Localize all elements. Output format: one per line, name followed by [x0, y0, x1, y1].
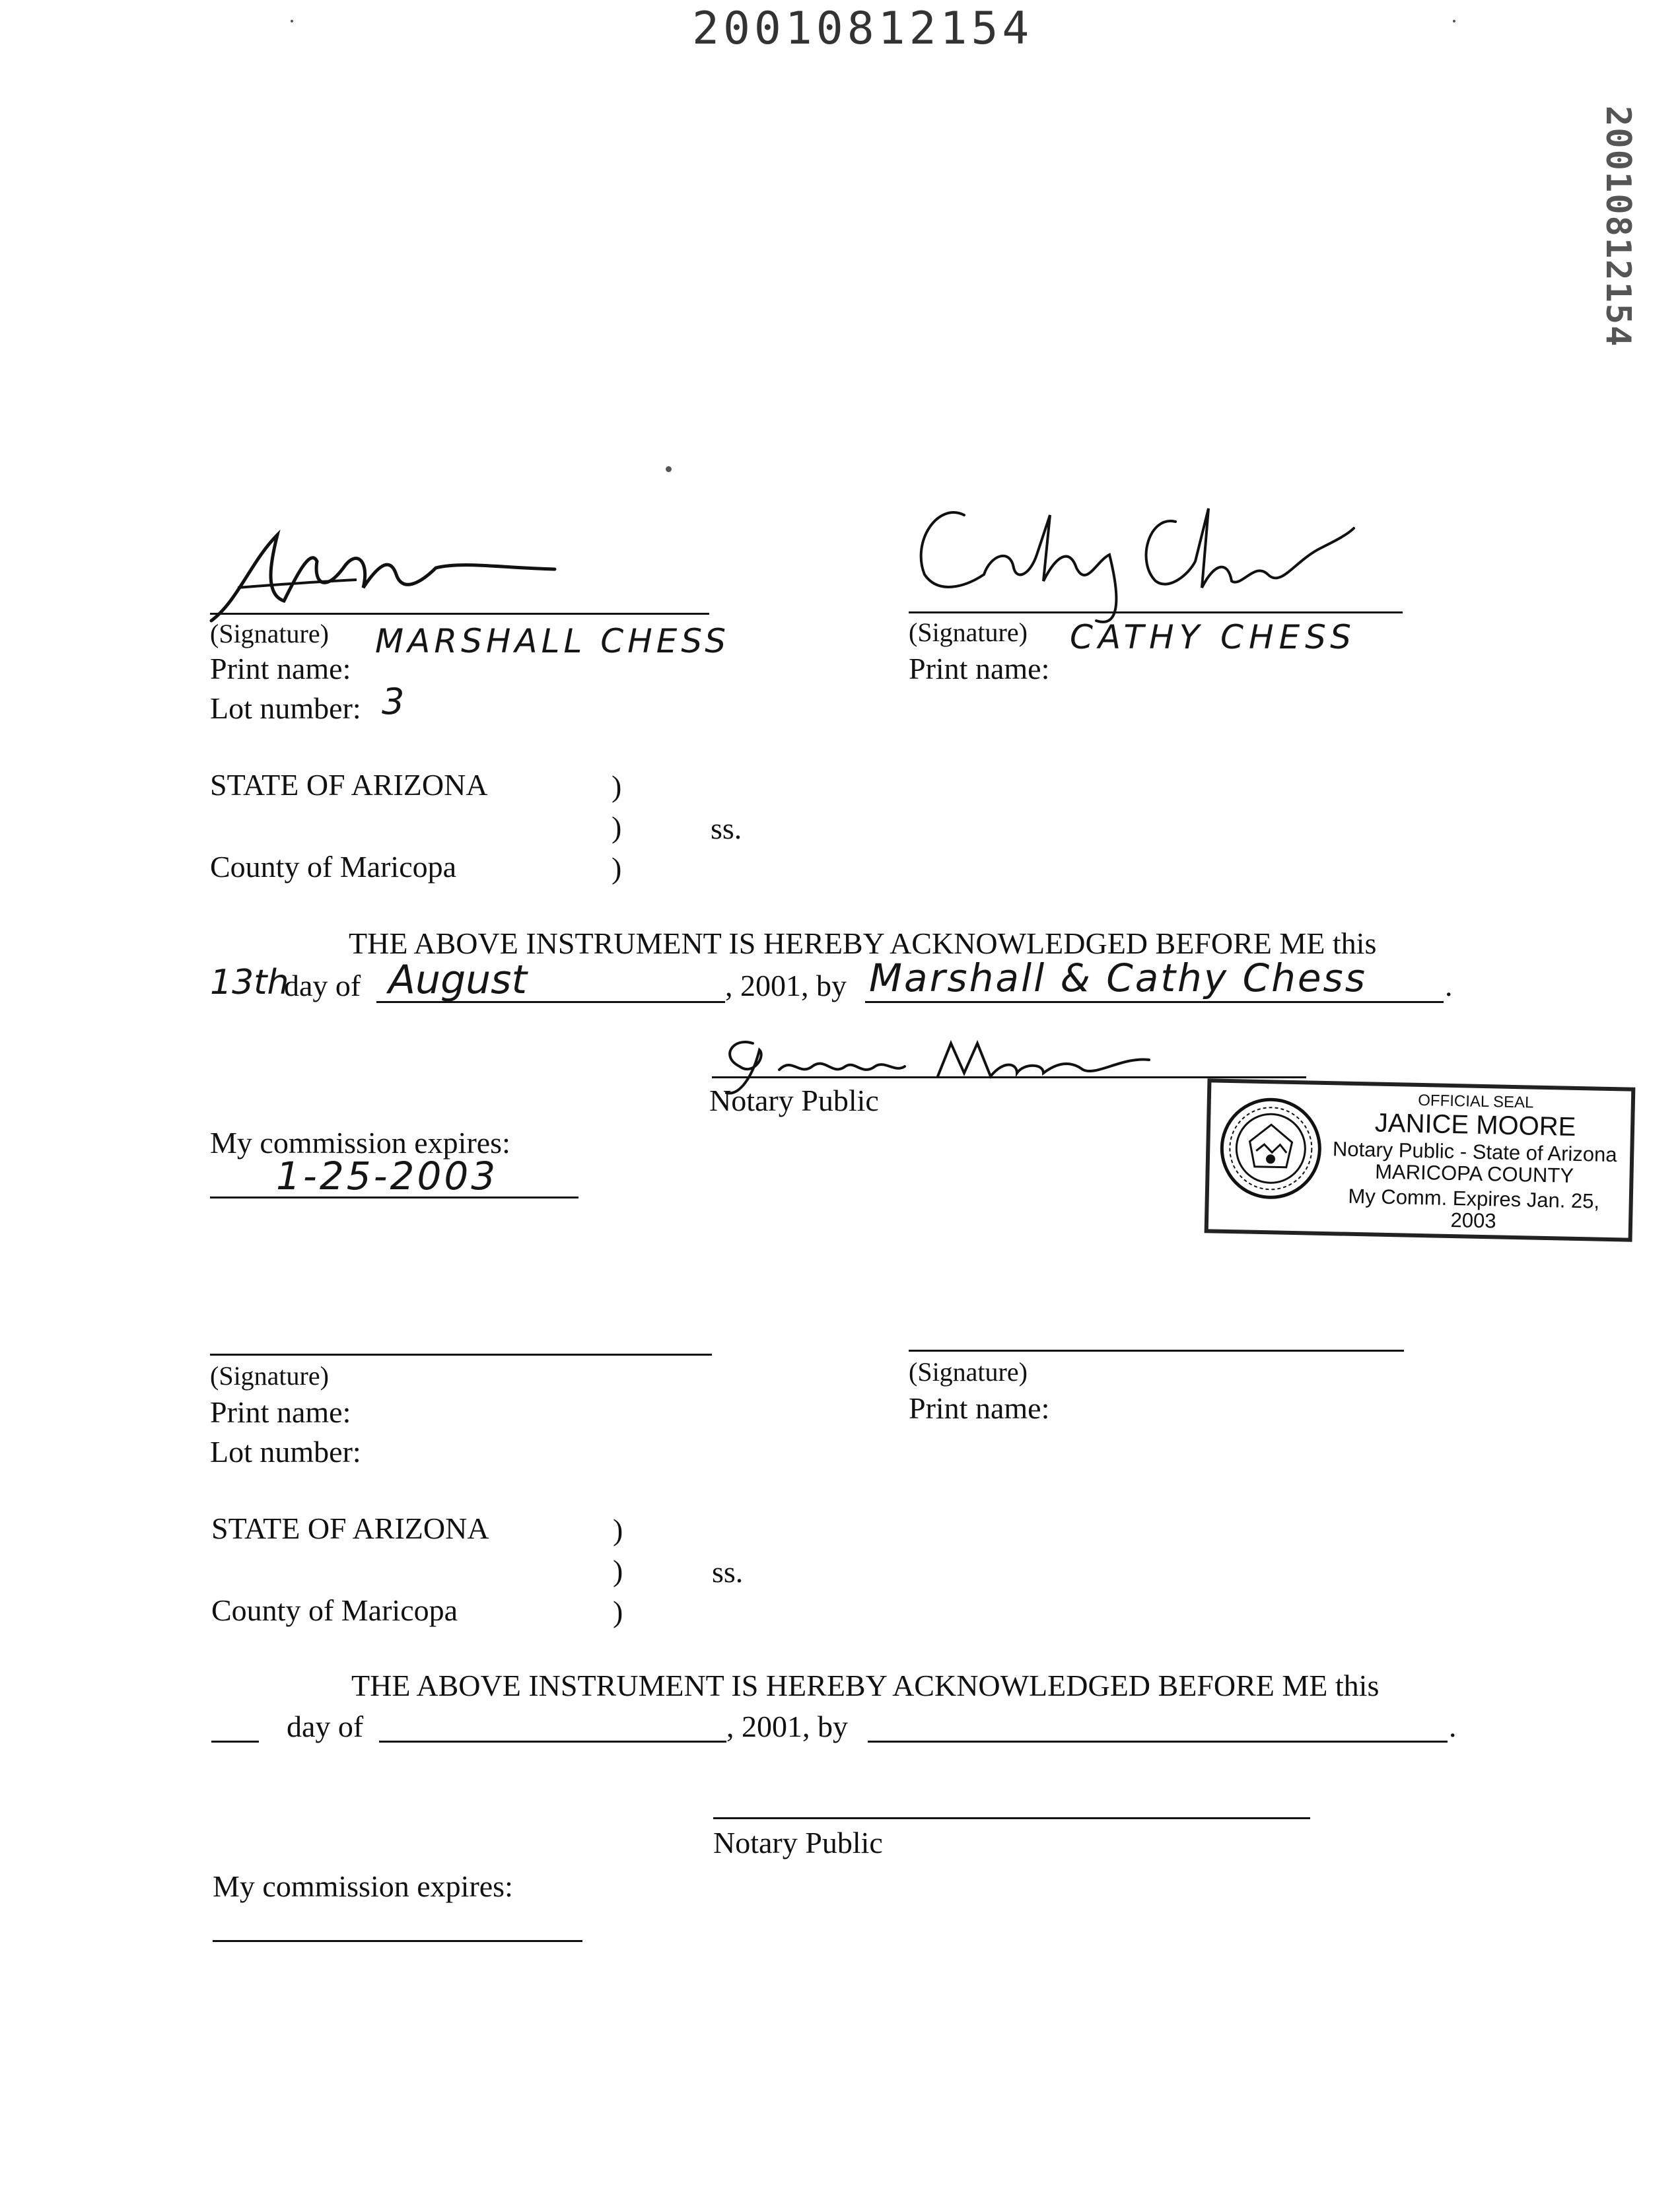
- paren: ): [612, 769, 622, 803]
- print-name-label-left: Print name:: [210, 652, 351, 685]
- commission-line: [210, 1197, 578, 1198]
- commission-line-2: [213, 1940, 582, 1942]
- paren: ): [612, 810, 622, 844]
- signature-caption-right-2: (Signature): [909, 1357, 1028, 1387]
- acknowledgment-text-2: THE ABOVE INSTRUMENT IS HEREBY ACKNOWLEDGED BEFORE ME this: [351, 1669, 1380, 1702]
- lot-number-label: Lot number:: [210, 691, 361, 725]
- period-2: .: [1449, 1710, 1457, 1743]
- handwritten-acknowledged-by: Marshall & Cathy Chess: [869, 955, 1367, 1000]
- handwritten-print-name-right: CATHY CHESS: [1070, 618, 1356, 656]
- signature-line-left-2: [210, 1354, 712, 1356]
- notary-public-label-2: Notary Public: [713, 1826, 883, 1859]
- year-by-label-2: , 2001, by: [726, 1710, 848, 1743]
- seal-title: OFFICIAL SEAL: [1418, 1091, 1534, 1112]
- month-blank-line: [379, 1741, 726, 1743]
- state-label-2: STATE OF ARIZONA: [211, 1511, 489, 1545]
- paren: ): [613, 1513, 623, 1546]
- handwritten-day: 13th: [210, 963, 289, 1002]
- seal-line-3: My Comm. Expires Jan. 25, 2003: [1348, 1185, 1600, 1233]
- handwritten-commission-date: 1-25-2003: [276, 1154, 499, 1198]
- signature-marshall-chess: [198, 522, 568, 634]
- ss-label-2: ss.: [712, 1555, 744, 1589]
- official-seal-stamp: [1205, 1078, 1636, 1242]
- day-of-label-2: day of: [287, 1710, 364, 1743]
- scan-speck: [666, 466, 672, 472]
- signature-caption-left-2: (Signature): [210, 1361, 329, 1391]
- seal-line-2: MARICOPA COUNTY: [1374, 1160, 1574, 1187]
- acknowledgment-text: THE ABOVE INSTRUMENT IS HEREBY ACKNOWLEDGED BEFORE ME this: [349, 926, 1377, 960]
- lot-number-label-2: Lot number:: [210, 1435, 361, 1469]
- signature-cathy-chess: [898, 475, 1360, 627]
- print-name-label-left-2: Print name:: [210, 1395, 351, 1429]
- print-name-label-right: Print name:: [909, 652, 1050, 685]
- by-blank-line: [868, 1741, 1448, 1743]
- period: .: [1445, 969, 1453, 1002]
- signature-caption-left: (Signature): [210, 619, 329, 648]
- signature-line-right: [909, 611, 1403, 613]
- ss-label: ss.: [711, 812, 742, 845]
- day-of-label: day of: [284, 969, 361, 1002]
- signature-line-right-2: [909, 1350, 1404, 1352]
- county-label-2: County of Maricopa: [211, 1593, 458, 1627]
- handwritten-month: August: [388, 957, 527, 1003]
- paren: ): [613, 1554, 623, 1587]
- county-label: County of Maricopa: [210, 850, 457, 884]
- seal-name: JANICE MOORE: [1374, 1108, 1576, 1142]
- side-recording-number: 20010812154: [1598, 106, 1638, 348]
- print-name-label-right-2: Print name:: [909, 1391, 1050, 1425]
- paren: ): [612, 851, 622, 885]
- year-by-label: , 2001, by: [725, 969, 847, 1002]
- commission-label: My commission expires:: [210, 1126, 510, 1160]
- scan-speck: [291, 20, 293, 22]
- seal-line-1: Notary Public - State of Arizona: [1332, 1137, 1617, 1167]
- document-number: 20010812154: [692, 3, 1033, 55]
- notary-signature-line-2: [713, 1817, 1310, 1819]
- handwritten-lot-number: 3: [382, 681, 405, 722]
- state-label: STATE OF ARIZONA: [210, 768, 488, 802]
- commission-label-2: My commission expires:: [213, 1869, 513, 1903]
- by-line: [865, 1001, 1444, 1003]
- signature-caption-right: (Signature): [909, 617, 1028, 647]
- paren: ): [613, 1595, 623, 1628]
- signature-line-left: [210, 613, 709, 615]
- notary-public-label: Notary Public: [709, 1084, 879, 1117]
- day-blank-line: [211, 1741, 259, 1743]
- arizona-state-seal-icon: [1217, 1095, 1325, 1202]
- scan-speck: [1453, 20, 1455, 22]
- handwritten-print-name-left: MARSHALL CHESS: [375, 622, 730, 660]
